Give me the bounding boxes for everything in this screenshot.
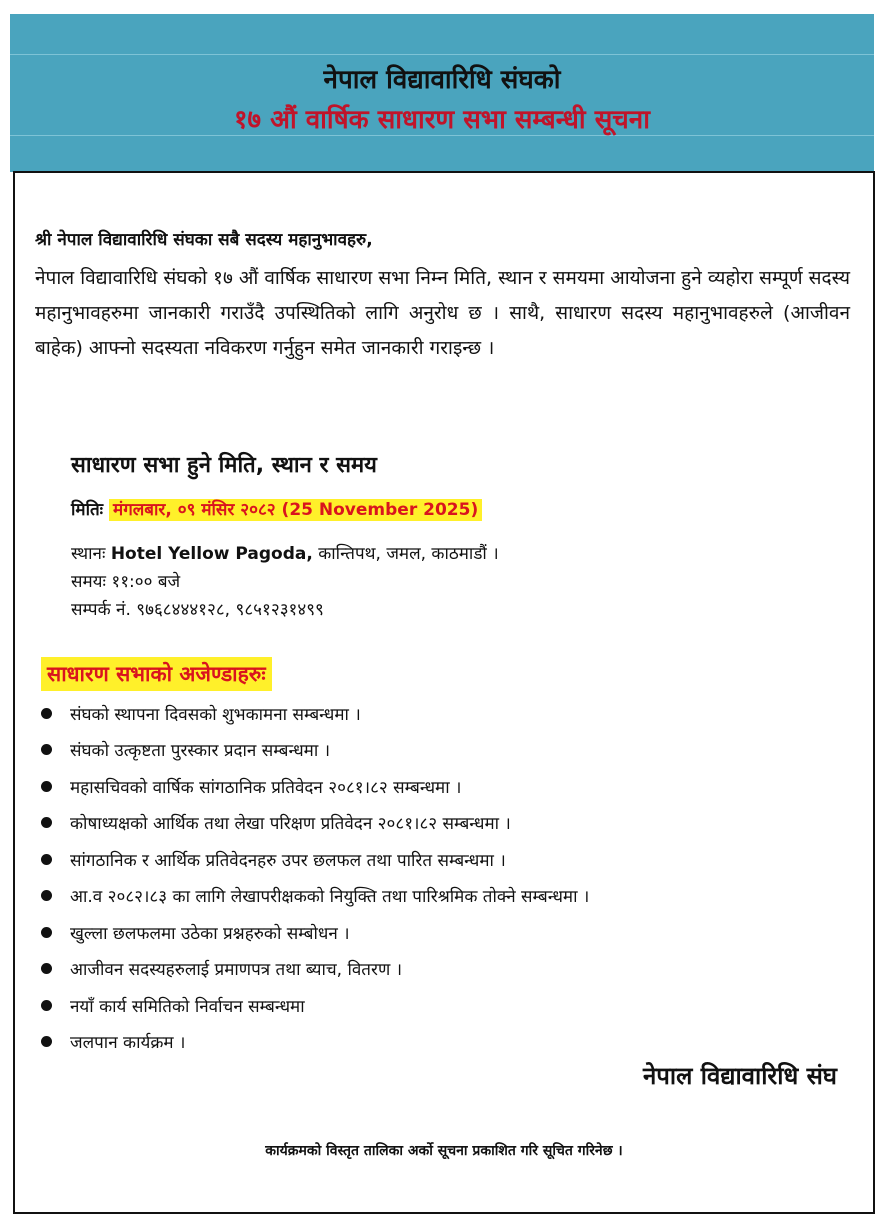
date-highlight <box>109 499 482 521</box>
bullet-icon <box>41 744 52 755</box>
meeting-section-title: साधारण सभा हुने मिति, स्थान र समय <box>71 453 377 478</box>
meeting-place <box>71 541 499 564</box>
meeting-time <box>71 569 180 592</box>
time-value: ११:०० बजे <box>111 572 181 592</box>
bullet-icon <box>41 781 52 792</box>
bullet-icon <box>41 890 52 901</box>
header-title: नेपाल विद्यावारिधि संघको <box>323 65 561 95</box>
agenda-item <box>41 1024 589 1061</box>
agenda-item-text: जलपान कार्यक्रम । <box>70 1033 186 1054</box>
bullet-icon <box>41 927 52 938</box>
date-value: मंगलबार, ०९ मंसिर २०८२ <box>113 500 276 520</box>
agenda-item-text: महासचिवको वार्षिक सांगठानिक प्रतिवेदन २०८१।८२ सम्बन्धमा । <box>70 777 462 798</box>
agenda-item-text: आजीवन सदस्यहरुलाई प्रमाणपत्र तथा ब्याच, वितरण । <box>70 960 403 981</box>
bullet-icon <box>41 963 52 974</box>
notice-body <box>13 171 875 1214</box>
meeting-date <box>71 497 482 520</box>
agenda-item <box>41 732 589 769</box>
agenda-item <box>41 695 589 732</box>
agenda-item <box>41 951 589 988</box>
meeting-contact <box>71 597 324 620</box>
agenda-item-text: कोषाध्यक्षको आर्थिक तथा लेखा परिक्षण प्रतिवेदन २०८१।८२ सम्बन्धमा । <box>70 814 511 835</box>
bullet-icon <box>41 1000 52 1011</box>
contact-label: सम्पर्क नं. <box>71 600 131 620</box>
date-english: (25 November 2025) <box>281 500 479 520</box>
place-hotel: Hotel Yellow Pagoda, <box>110 544 313 564</box>
agenda-item <box>41 987 589 1024</box>
bullet-icon <box>41 854 52 865</box>
time-label: समयः <box>71 572 106 592</box>
place-label: स्थानः <box>71 544 106 564</box>
bullet-icon <box>41 817 52 828</box>
agenda-item <box>41 878 589 915</box>
agenda-item-text: आ.व २०८२।८३ का लागि लेखापरीक्षकको नियुक्ति तथा पारिश्रमिक तोक्ने सम्बन्धमा । <box>70 887 590 908</box>
bullet-icon <box>41 708 52 719</box>
footnote: कार्यक्रमको विस्तृत तालिका अर्को सूचना प्रकाशित गरि सूचित गरिनेछ । <box>265 1143 623 1159</box>
contact-value: ९७६८४४४१२८, ९८५१२३१४९९ <box>136 600 324 620</box>
date-label: मितिः <box>71 500 104 520</box>
agenda-item-text: सांगठानिक र आर्थिक प्रतिवेदनहरु उपर छलफल तथा पारित सम्बन्धमा । <box>70 850 506 871</box>
bullet-icon <box>41 1036 52 1047</box>
agenda-item <box>41 841 589 878</box>
header-subtitle: १७ औं वार्षिक साधारण सभा सम्बन्धी सूचना <box>234 105 650 135</box>
agenda-item-text: नयाँ कार्य समितिको निर्वाचन सम्बन्धमा <box>70 996 305 1017</box>
agenda-item-text: संघको उत्कृष्टता पुरस्कार प्रदान सम्बन्धमा । <box>70 741 331 762</box>
intro-paragraph: नेपाल विद्यावारिधि संघको १७ औं वार्षिक साधारण सभा निम्न मिति, स्थान र समयमा आयोजना हुने व्यहोरा सम्पूर्ण सदस्य महानुभावहरुमा जानकारी गराउँदै उपस्थितिको लागि अनुरोध छ । साथै, साधारण सदस्य महानुभावहरुले (आजीवन बाहेक) आफ्नो सदस्यता नविकरण गर्नुहुन समेत जानकारी गराइन्छ । <box>35 267 850 359</box>
agenda-title: साधारण सभाको अजेण्डाहरुः <box>41 657 272 691</box>
agenda-item-text: खुल्ला छलफलमा उठेका प्रश्नहरुको सम्बोधन । <box>70 923 350 944</box>
agenda-item <box>41 768 589 805</box>
salutation: श्री नेपाल विद्यावारिधि संघका सबै सदस्य महानुभावहरु, <box>35 230 373 250</box>
agenda-item <box>41 914 589 951</box>
agenda-item-text: संघको स्थापना दिवसको शुभकामना सम्बन्धमा । <box>70 704 361 725</box>
place-address: कान्तिपथ, जमल, काठमाडौं । <box>318 544 499 564</box>
agenda-item <box>41 805 589 842</box>
notice-header <box>10 14 874 172</box>
signature: नेपाल विद्यावारिधि संघ <box>642 1062 837 1090</box>
agenda-list <box>41 695 589 1060</box>
